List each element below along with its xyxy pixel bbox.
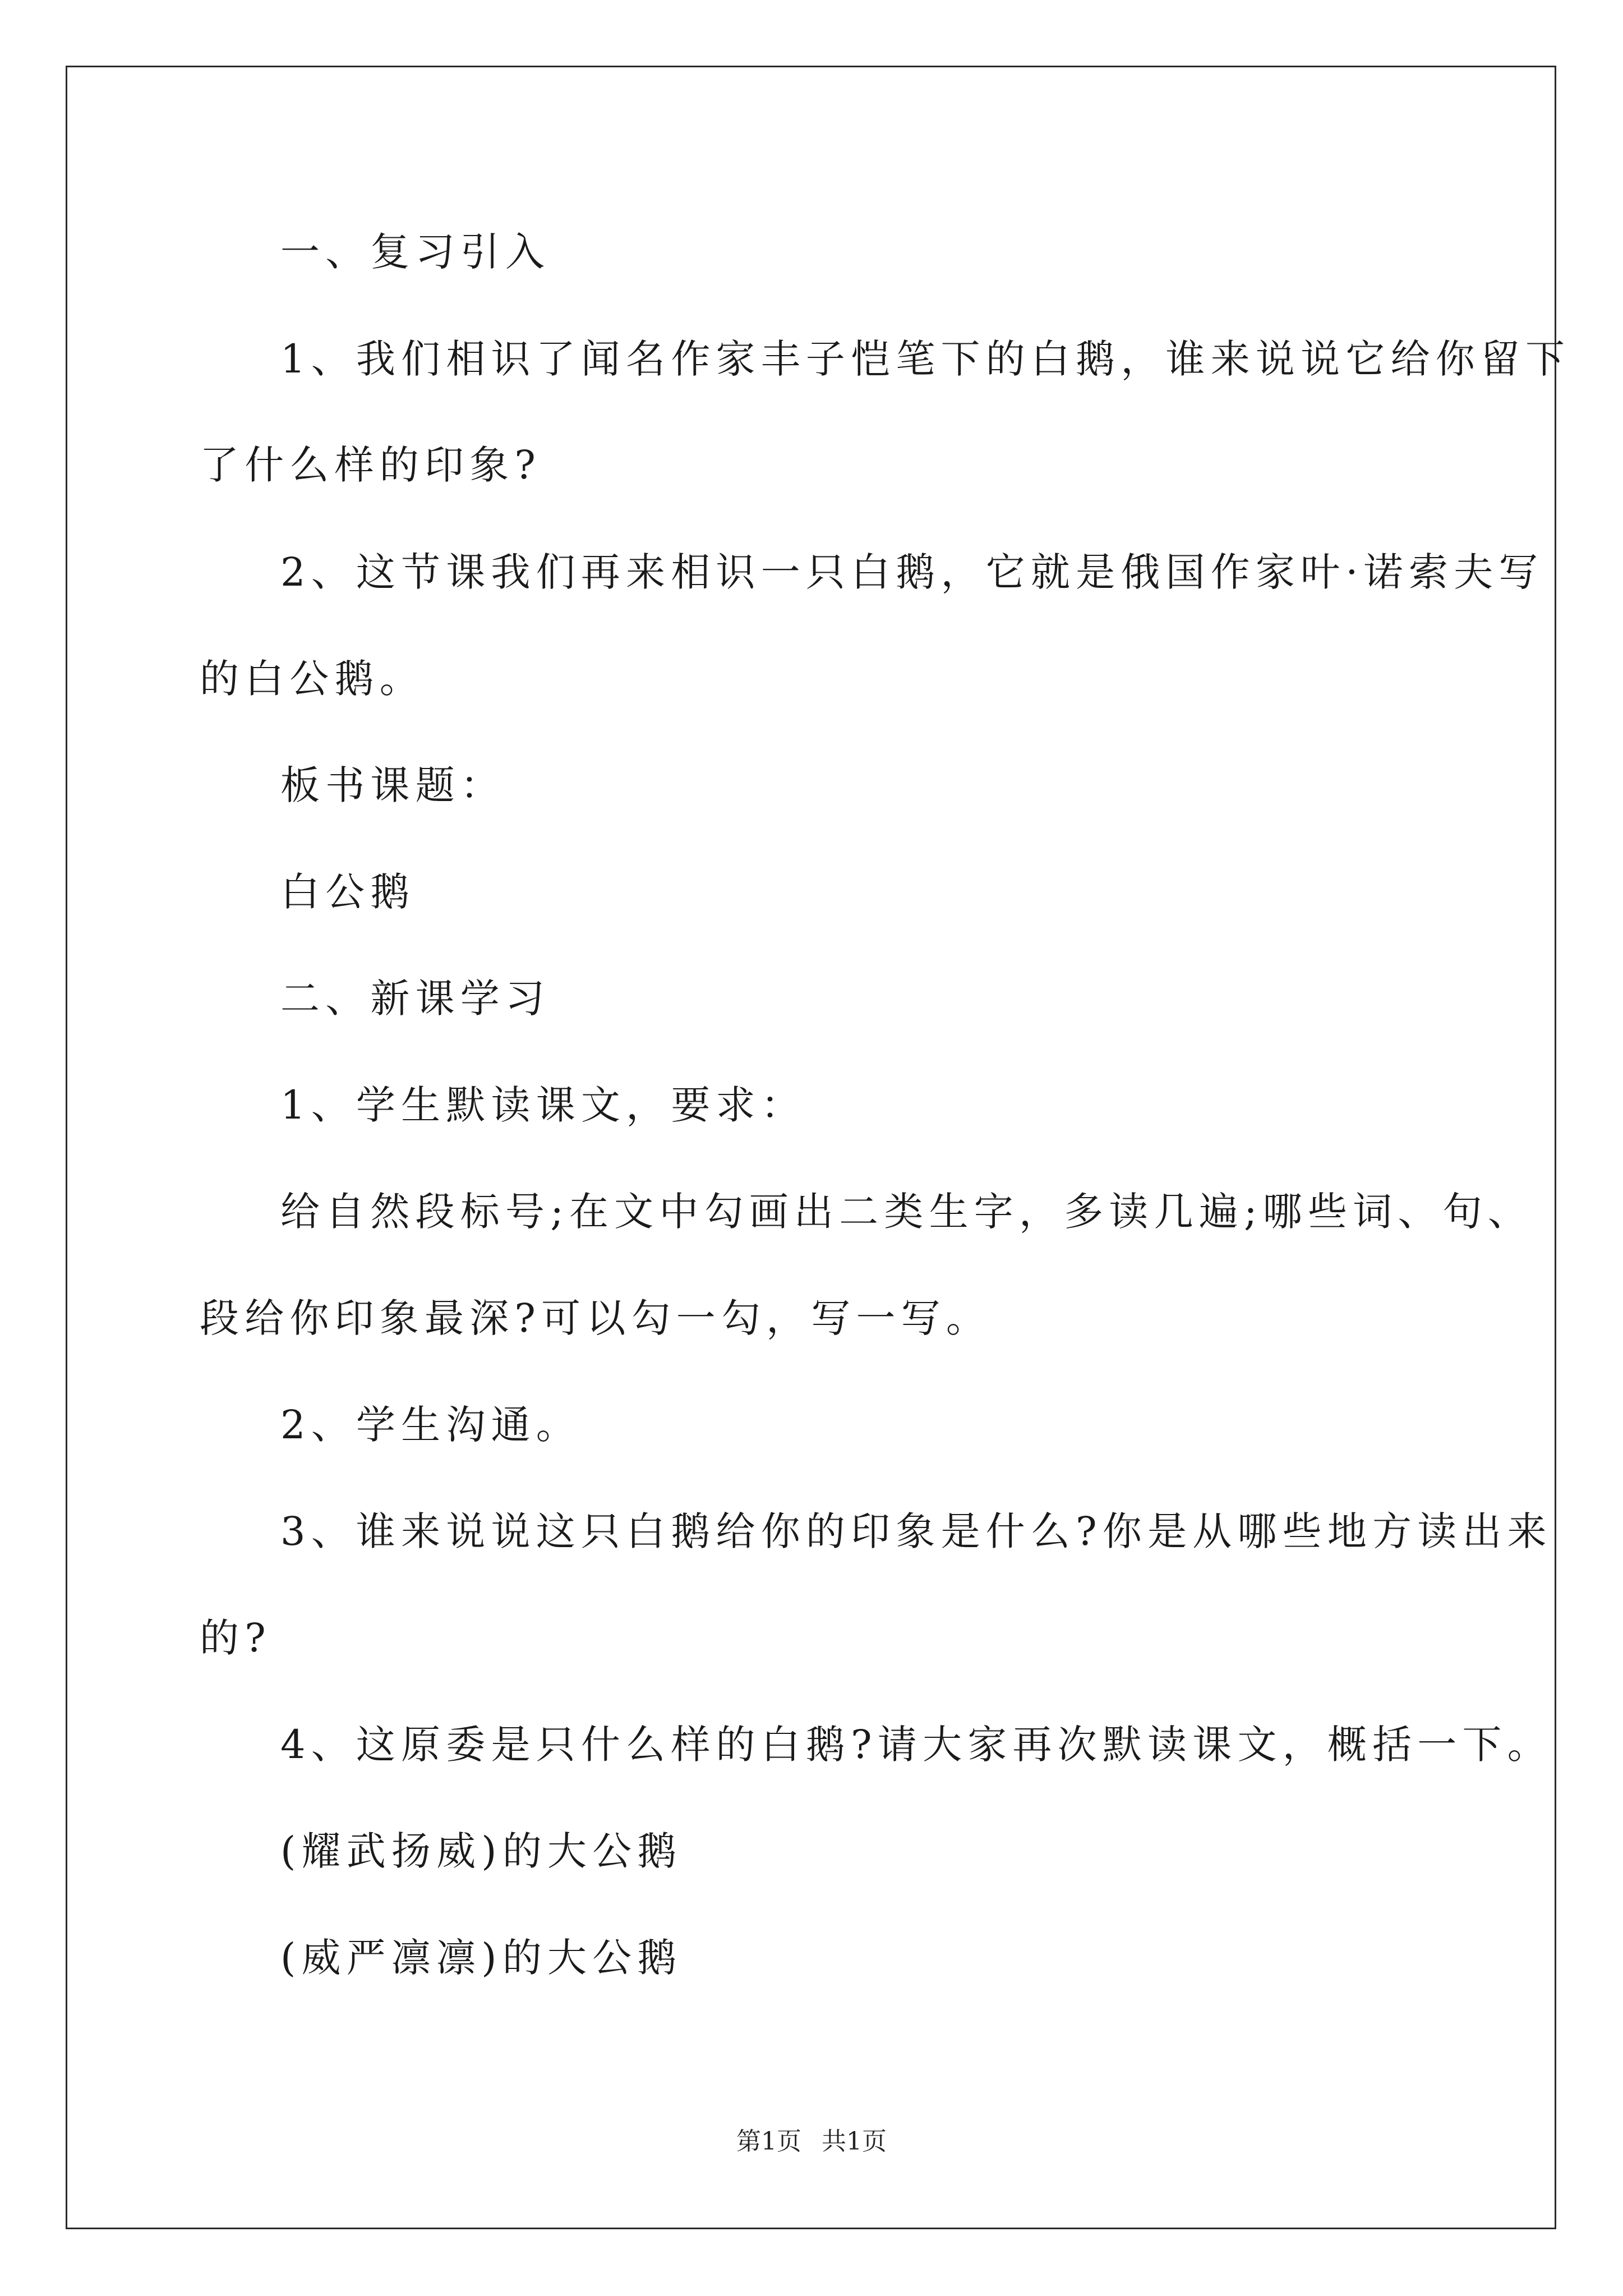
paragraph-line: 段给你印象最深?可以勾一勾，写一写。: [200, 1295, 992, 1341]
page-footer: [0, 2129, 1623, 2154]
paragraph-line: 2、学生沟通。: [280, 1402, 581, 1448]
paragraph-line: 1、我们相识了闻名作家丰子恺笔下的白鹅，谁来说说它给你留下: [280, 336, 1571, 382]
page-number-current: 第1页: [736, 2127, 801, 2156]
paragraph-line: 2、这节课我们再来相识一只白鹅，它就是俄国作家叶·诺索夫写: [280, 549, 1544, 595]
page-border: [66, 66, 1556, 2229]
section-heading-new-lesson: 二、新课学习: [280, 976, 551, 1022]
paragraph-line: 3、谁来说说这只白鹅给你的印象是什么?你是从哪些地方读出来: [280, 1508, 1552, 1554]
paragraph-line: 板书课题：: [280, 762, 505, 808]
paragraph-line: 的?: [200, 1615, 271, 1661]
paragraph-line: 1、学生默读课文，要求：: [280, 1082, 806, 1128]
paragraph-line: 4、这原委是只什么样的白鹅?请大家再次默读课文，概括一下。: [280, 1722, 1552, 1768]
lesson-title: 白公鹅: [280, 869, 416, 915]
paragraph-line: (威严凛凛)的大公鹅: [280, 1935, 683, 1981]
section-heading-review: 一、复习引入: [280, 229, 551, 275]
paragraph-line: (耀武扬威)的大公鹅: [280, 1828, 683, 1874]
page-number-total: 共1页: [822, 2127, 887, 2156]
paragraph-line: 给自然段标号;在文中勾画出二类生字，多读几遍;哪些词、句、: [280, 1189, 1533, 1235]
paragraph-line: 的白公鹅。: [200, 656, 425, 702]
paragraph-line: 了什么样的印象?: [200, 442, 542, 488]
